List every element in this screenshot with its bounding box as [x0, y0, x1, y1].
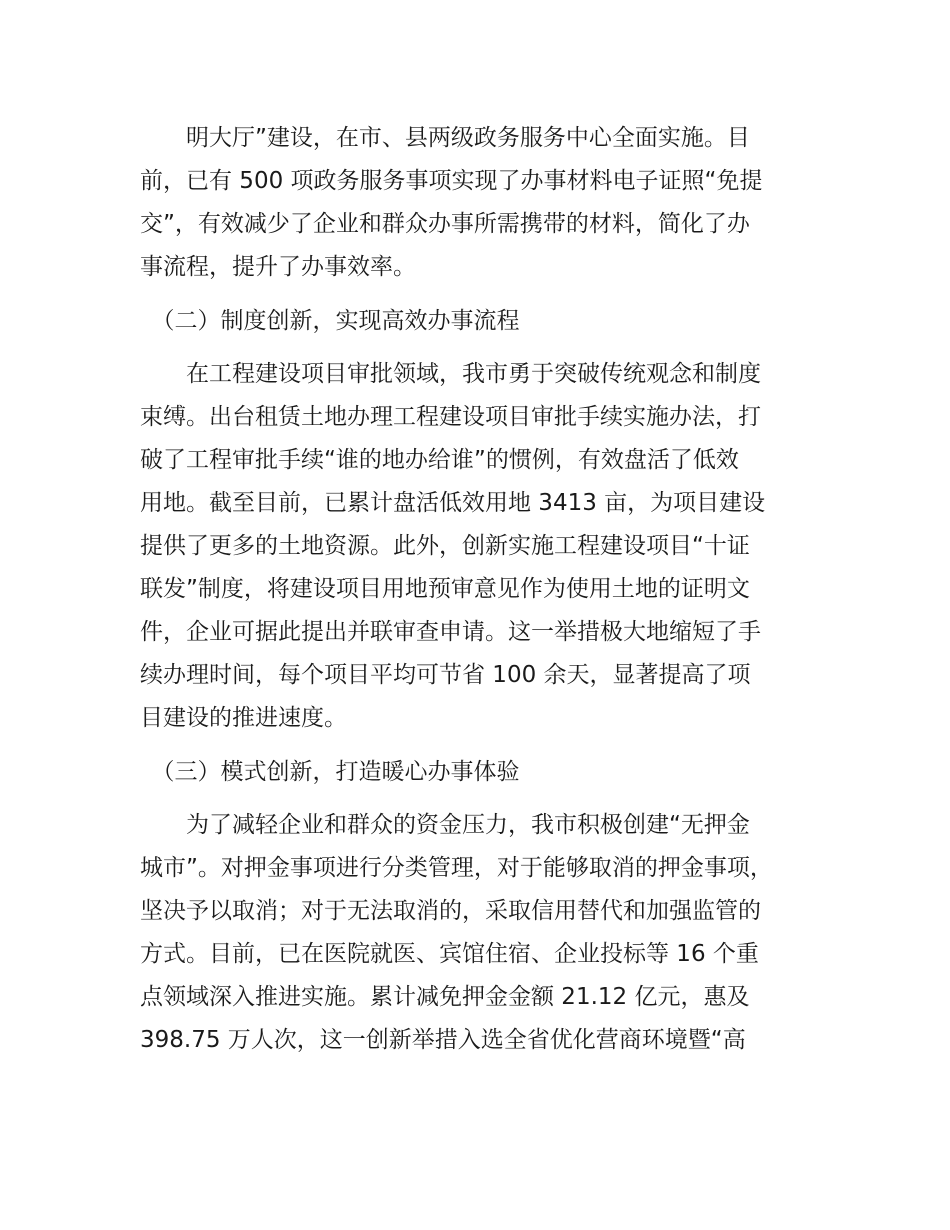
paragraph-line: 件，企业可据此提出并联审查申请。这一举措极大地缩短了手	[140, 619, 761, 645]
paragraph-line: 事流程，提升了办事效率。	[140, 254, 416, 280]
paragraph-line: 在工程建设项目审批领域，我市勇于突破传统观念和制度	[140, 361, 761, 387]
paragraph-line: 用地。截至目前，已累计盘活低效用地 3413 亩，为项目建设	[140, 490, 766, 516]
paragraph-line: 交”，有效减少了企业和群众办事所需携带的材料，简化了办	[140, 211, 750, 237]
paragraph-line: 束缚。出台租赁土地办理工程建设项目审批手续实施办法，打	[140, 404, 761, 430]
paragraph-line: 坚决予以取消；对于无法取消的，采取信用替代和加强监管的	[140, 898, 761, 924]
paragraph-line: 398.75 万人次，这一创新举措入选全省优化营商环境暨“高	[140, 1027, 746, 1053]
paragraph-line: 提供了更多的土地资源。此外，创新实施工程建设项目“十证	[140, 533, 750, 559]
paragraph-line: 续办理时间，每个项目平均可节省 100 余天，显著提高了项	[140, 662, 751, 688]
paragraph-line: 目建设的推进速度。	[140, 705, 347, 731]
paragraph-line: 点领域深入推进实施。累计减免押金金额 21.12 亿元，惠及	[140, 984, 750, 1010]
section-heading: （三）模式创新，打造暖心办事体验	[140, 759, 520, 785]
paragraph-line: 城市”。对押金事项进行分类管理，对于能够取消的押金事项，	[140, 855, 773, 881]
paragraph-line: 为了减轻企业和群众的资金压力，我市积极创建“无押金	[140, 812, 750, 838]
paragraph-line: 方式。目前，已在医院就医、宾馆住宿、企业投标等 16 个重	[140, 941, 759, 967]
paragraph-line: 破了工程审批手续“谁的地办给谁”的惯例，有效盘活了低效	[140, 447, 739, 473]
paragraph-line: 明大厅”建设，在市、县两级政务服务中心全面实施。目	[140, 125, 750, 151]
paragraph-line: 联发”制度，将建设项目用地预审意见作为使用土地的证明文	[140, 576, 750, 602]
paragraph-line: 前，已有 500 项政务服务事项实现了办事材料电子证照“免提	[140, 168, 763, 194]
section-heading: （二）制度创新，实现高效办事流程	[140, 308, 520, 334]
